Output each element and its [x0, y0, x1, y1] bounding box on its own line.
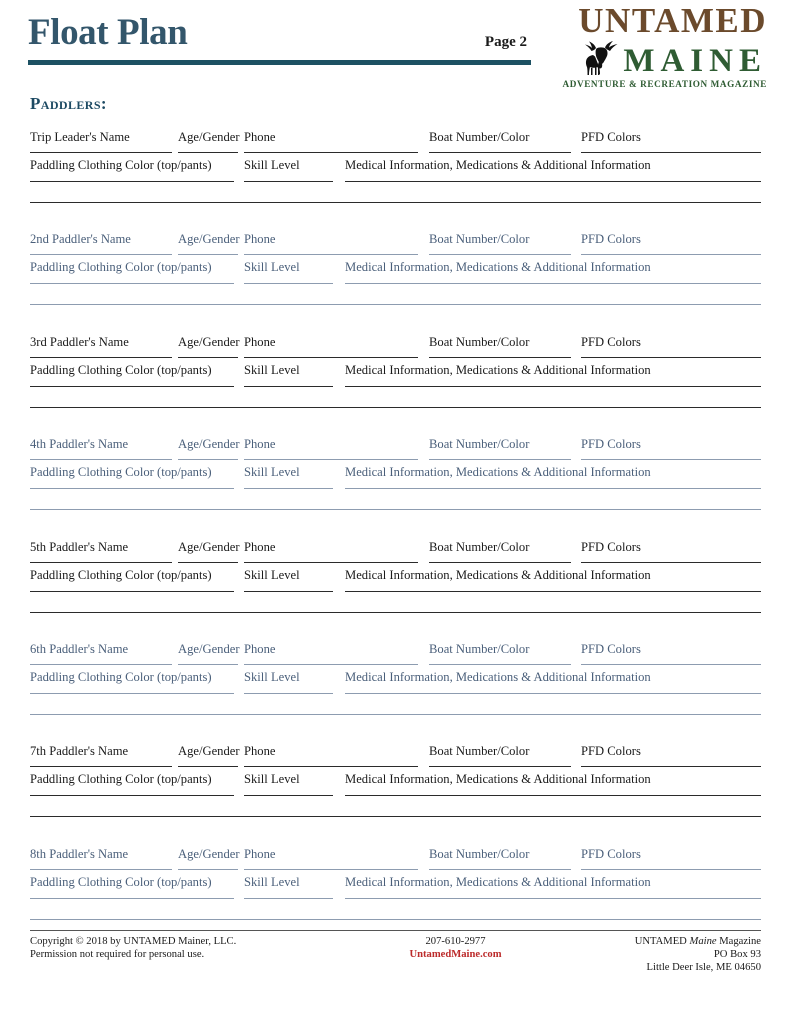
input-line-phone[interactable] — [244, 664, 418, 665]
paddler-fields — [30, 431, 761, 533]
input-line-age-gender[interactable] — [178, 664, 238, 665]
copyright-line-1: Copyright © 2018 by UNTAMED Mainer, LLC. — [30, 936, 237, 947]
input-line-medical-continued[interactable] — [30, 714, 761, 715]
label-age-gender: Age/Gender — [178, 334, 240, 349]
input-line-skill-level[interactable] — [244, 795, 333, 796]
label-clothing-color: Paddling Clothing Color (top/pants) — [30, 465, 212, 480]
input-line-skill-level[interactable] — [244, 591, 333, 592]
label-paddler-name: 5th Paddler's Name — [30, 539, 129, 554]
paddlers-heading: Paddlers: — [30, 94, 107, 113]
input-line-medical-info[interactable] — [345, 283, 761, 284]
label-paddler-name: 7th Paddler's Name — [30, 744, 129, 759]
input-line-skill-level[interactable] — [244, 693, 333, 694]
input-line-paddler-name[interactable] — [30, 459, 172, 460]
paddler-block — [30, 636, 761, 738]
input-line-skill-level[interactable] — [244, 181, 333, 182]
label-pfd-colors: PFD Colors — [581, 130, 641, 144]
page-header — [28, 0, 767, 90]
input-line-boat-number[interactable] — [429, 254, 571, 255]
input-line-skill-level[interactable] — [244, 283, 333, 284]
footer-copyright — [30, 935, 236, 961]
label-medical-info: Medical Information, Medications & Additional Information — [345, 465, 651, 480]
input-line-age-gender[interactable] — [178, 254, 238, 255]
input-line-medical-continued[interactable] — [30, 919, 761, 920]
input-line-clothing-color[interactable] — [30, 283, 234, 284]
input-line-boat-number[interactable] — [429, 869, 571, 870]
input-line-pfd-colors[interactable] — [581, 664, 761, 665]
input-line-medical-continued[interactable] — [30, 612, 761, 613]
page-number: Page 2 — [484, 34, 527, 50]
label-paddler-name: 4th Paddler's Name — [30, 437, 129, 452]
label-boat-number: Boat Number/Color — [429, 846, 530, 861]
input-line-skill-level[interactable] — [244, 488, 333, 489]
paddler-block — [30, 329, 761, 431]
label-pfd-colors: PFD Colors — [581, 744, 641, 759]
logo-tagline: ADVENTURE & RECREATION MAGAZINE — [562, 79, 767, 90]
label-phone: Phone — [244, 641, 276, 656]
label-skill-level: Skill Level — [244, 772, 300, 787]
input-line-paddler-name[interactable] — [30, 357, 172, 358]
label-age-gender: Age/Gender — [178, 539, 240, 554]
input-line-paddler-name[interactable] — [30, 766, 172, 767]
label-phone: Phone — [244, 130, 276, 144]
input-line-medical-info[interactable] — [345, 795, 761, 796]
label-boat-number: Boat Number/Color — [429, 334, 530, 349]
input-line-pfd-colors[interactable] — [581, 459, 761, 460]
label-age-gender: Age/Gender — [178, 437, 240, 452]
input-line-age-gender[interactable] — [178, 152, 238, 153]
label-medical-info: Medical Information, Medications & Additional Information — [345, 567, 651, 582]
input-line-phone[interactable] — [244, 357, 418, 358]
footer-address — [635, 935, 761, 974]
paddler-block — [30, 841, 761, 943]
input-line-clothing-color[interactable] — [30, 488, 234, 489]
input-line-medical-info[interactable] — [345, 181, 761, 182]
label-medical-info: Medical Information, Medications & Additional Information — [345, 362, 651, 377]
input-line-phone[interactable] — [244, 152, 418, 153]
input-line-pfd-colors[interactable] — [581, 562, 761, 563]
paddler-fields — [30, 329, 761, 431]
input-line-clothing-color[interactable] — [30, 181, 234, 182]
label-paddler-name: 6th Paddler's Name — [30, 641, 129, 656]
label-paddler-name: 2nd Paddler's Name — [30, 232, 131, 247]
label-phone: Phone — [244, 539, 276, 554]
label-skill-level: Skill Level — [244, 260, 300, 275]
input-line-paddler-name[interactable] — [30, 562, 172, 563]
untamed-maine-logo — [543, 1, 769, 90]
address-magazine-maine: Maine — [689, 936, 717, 947]
label-age-gender: Age/Gender — [178, 641, 240, 656]
input-line-clothing-color[interactable] — [30, 591, 234, 592]
paddler-fields — [30, 124, 761, 226]
label-paddler-name: 3rd Paddler's Name — [30, 334, 129, 349]
label-boat-number: Boat Number/Color — [429, 539, 530, 554]
address-line-3: Little Deer Isle, ME 04650 — [646, 962, 761, 973]
input-line-clothing-color[interactable] — [30, 898, 234, 899]
input-line-age-gender[interactable] — [178, 869, 238, 870]
label-phone: Phone — [244, 334, 276, 349]
input-line-boat-number[interactable] — [429, 459, 571, 460]
input-line-phone[interactable] — [244, 459, 418, 460]
label-medical-info: Medical Information, Medications & Additional Information — [345, 874, 651, 889]
paddler-fields — [30, 841, 761, 943]
paddler-fields — [30, 738, 761, 840]
footer-phone: 207-610-2977 — [425, 936, 486, 947]
input-line-phone[interactable] — [244, 254, 418, 255]
input-line-medical-info[interactable] — [345, 386, 761, 387]
label-age-gender: Age/Gender — [178, 744, 240, 759]
label-skill-level: Skill Level — [244, 465, 300, 480]
input-line-pfd-colors[interactable] — [581, 152, 761, 153]
input-line-clothing-color[interactable] — [30, 693, 234, 694]
address-magazine-untamed: UNTAMED — [634, 936, 687, 947]
label-clothing-color: Paddling Clothing Color (top/pants) — [30, 260, 212, 275]
label-skill-level: Skill Level — [244, 362, 300, 377]
paddler-block — [30, 738, 761, 840]
input-line-age-gender[interactable] — [178, 766, 238, 767]
label-skill-level: Skill Level — [244, 669, 300, 684]
header-divider — [28, 60, 531, 65]
input-line-clothing-color[interactable] — [30, 386, 234, 387]
address-magazine-word: Magazine — [719, 936, 761, 947]
address-line-1 — [635, 935, 761, 948]
input-line-paddler-name[interactable] — [30, 869, 172, 870]
input-line-boat-number[interactable] — [429, 664, 571, 665]
label-pfd-colors: PFD Colors — [581, 437, 641, 452]
label-clothing-color: Paddling Clothing Color (top/pants) — [30, 772, 212, 787]
paddler-blocks — [30, 124, 761, 943]
input-line-medical-continued[interactable] — [30, 202, 761, 203]
label-skill-level: Skill Level — [244, 874, 300, 889]
label-age-gender: Age/Gender — [178, 130, 240, 144]
input-line-skill-level[interactable] — [244, 386, 333, 387]
input-line-boat-number[interactable] — [429, 357, 571, 358]
footer-contact — [409, 935, 501, 961]
input-line-medical-continued[interactable] — [30, 407, 761, 408]
label-boat-number: Boat Number/Color — [429, 744, 530, 759]
label-pfd-colors: PFD Colors — [581, 846, 641, 861]
input-line-medical-info[interactable] — [345, 898, 761, 899]
input-line-pfd-colors[interactable] — [581, 869, 761, 870]
label-medical-info: Medical Information, Medications & Additional Information — [345, 669, 651, 684]
copyright-line-2: Permission not required for personal use. — [30, 949, 205, 960]
input-line-paddler-name[interactable] — [30, 152, 172, 153]
input-line-pfd-colors[interactable] — [581, 254, 761, 255]
input-line-pfd-colors[interactable] — [581, 766, 761, 767]
label-medical-info: Medical Information, Medications & Additional Information — [345, 260, 651, 275]
paddler-fields — [30, 636, 761, 738]
label-phone: Phone — [244, 437, 276, 452]
moose-icon — [581, 38, 621, 76]
label-clothing-color: Paddling Clothing Color (top/pants) — [30, 362, 212, 377]
paddler-fields — [30, 226, 761, 328]
input-line-age-gender[interactable] — [178, 459, 238, 460]
label-phone: Phone — [244, 744, 276, 759]
label-boat-number: Boat Number/Color — [429, 437, 530, 452]
label-clothing-color: Paddling Clothing Color (top/pants) — [30, 567, 212, 582]
label-paddler-name: Trip Leader's Name — [30, 130, 130, 144]
paddler-block — [30, 534, 761, 636]
input-line-medical-info[interactable] — [345, 591, 761, 592]
input-line-medical-info[interactable] — [345, 693, 761, 694]
label-boat-number: Boat Number/Color — [429, 232, 530, 247]
input-line-paddler-name[interactable] — [30, 254, 172, 255]
label-pfd-colors: PFD Colors — [581, 539, 641, 554]
label-clothing-color: Paddling Clothing Color (top/pants) — [30, 158, 212, 172]
label-pfd-colors: PFD Colors — [581, 232, 641, 247]
input-line-phone[interactable] — [244, 869, 418, 870]
address-line-2: PO Box 93 — [713, 949, 761, 960]
paddler-block — [30, 226, 761, 328]
label-boat-number: Boat Number/Color — [429, 130, 530, 144]
label-age-gender: Age/Gender — [178, 232, 240, 247]
input-line-age-gender[interactable] — [178, 562, 238, 563]
logo-maine-row — [543, 38, 769, 77]
label-age-gender: Age/Gender — [178, 846, 240, 861]
label-phone: Phone — [244, 846, 276, 861]
label-medical-info: Medical Information, Medications & Additional Information — [345, 772, 651, 787]
input-line-medical-continued[interactable] — [30, 509, 761, 510]
logo-maine-text: MAINE — [623, 42, 767, 79]
input-line-phone[interactable] — [244, 562, 418, 563]
paddler-fields — [30, 534, 761, 636]
input-line-medical-continued[interactable] — [30, 816, 761, 817]
input-line-boat-number[interactable] — [429, 152, 571, 153]
label-clothing-color: Paddling Clothing Color (top/pants) — [30, 874, 212, 889]
input-line-skill-level[interactable] — [244, 898, 333, 899]
paddler-block — [30, 124, 761, 226]
label-skill-level: Skill Level — [244, 158, 300, 172]
input-line-medical-info[interactable] — [345, 488, 761, 489]
label-pfd-colors: PFD Colors — [581, 641, 641, 656]
logo-untamed-text: UNTAMED — [578, 1, 767, 40]
input-line-pfd-colors[interactable] — [581, 357, 761, 358]
input-line-medical-continued[interactable] — [30, 304, 761, 305]
label-medical-info: Medical Information, Medications & Additional Information — [345, 158, 651, 172]
input-line-boat-number[interactable] — [429, 562, 571, 563]
label-phone: Phone — [244, 232, 276, 247]
label-clothing-color: Paddling Clothing Color (top/pants) — [30, 669, 212, 684]
input-line-age-gender[interactable] — [178, 357, 238, 358]
footer-website-link[interactable]: UntamedMaine.com — [409, 949, 502, 960]
input-line-paddler-name[interactable] — [30, 664, 172, 665]
page-title: Float Plan — [28, 12, 188, 53]
input-line-clothing-color[interactable] — [30, 795, 234, 796]
input-line-boat-number[interactable] — [429, 766, 571, 767]
label-skill-level: Skill Level — [244, 567, 300, 582]
label-pfd-colors: PFD Colors — [581, 334, 641, 349]
label-boat-number: Boat Number/Color — [429, 641, 530, 656]
page-footer — [30, 930, 761, 974]
footer-divider — [30, 930, 761, 931]
paddler-block — [30, 431, 761, 533]
input-line-phone[interactable] — [244, 766, 418, 767]
label-paddler-name: 8th Paddler's Name — [30, 846, 129, 861]
